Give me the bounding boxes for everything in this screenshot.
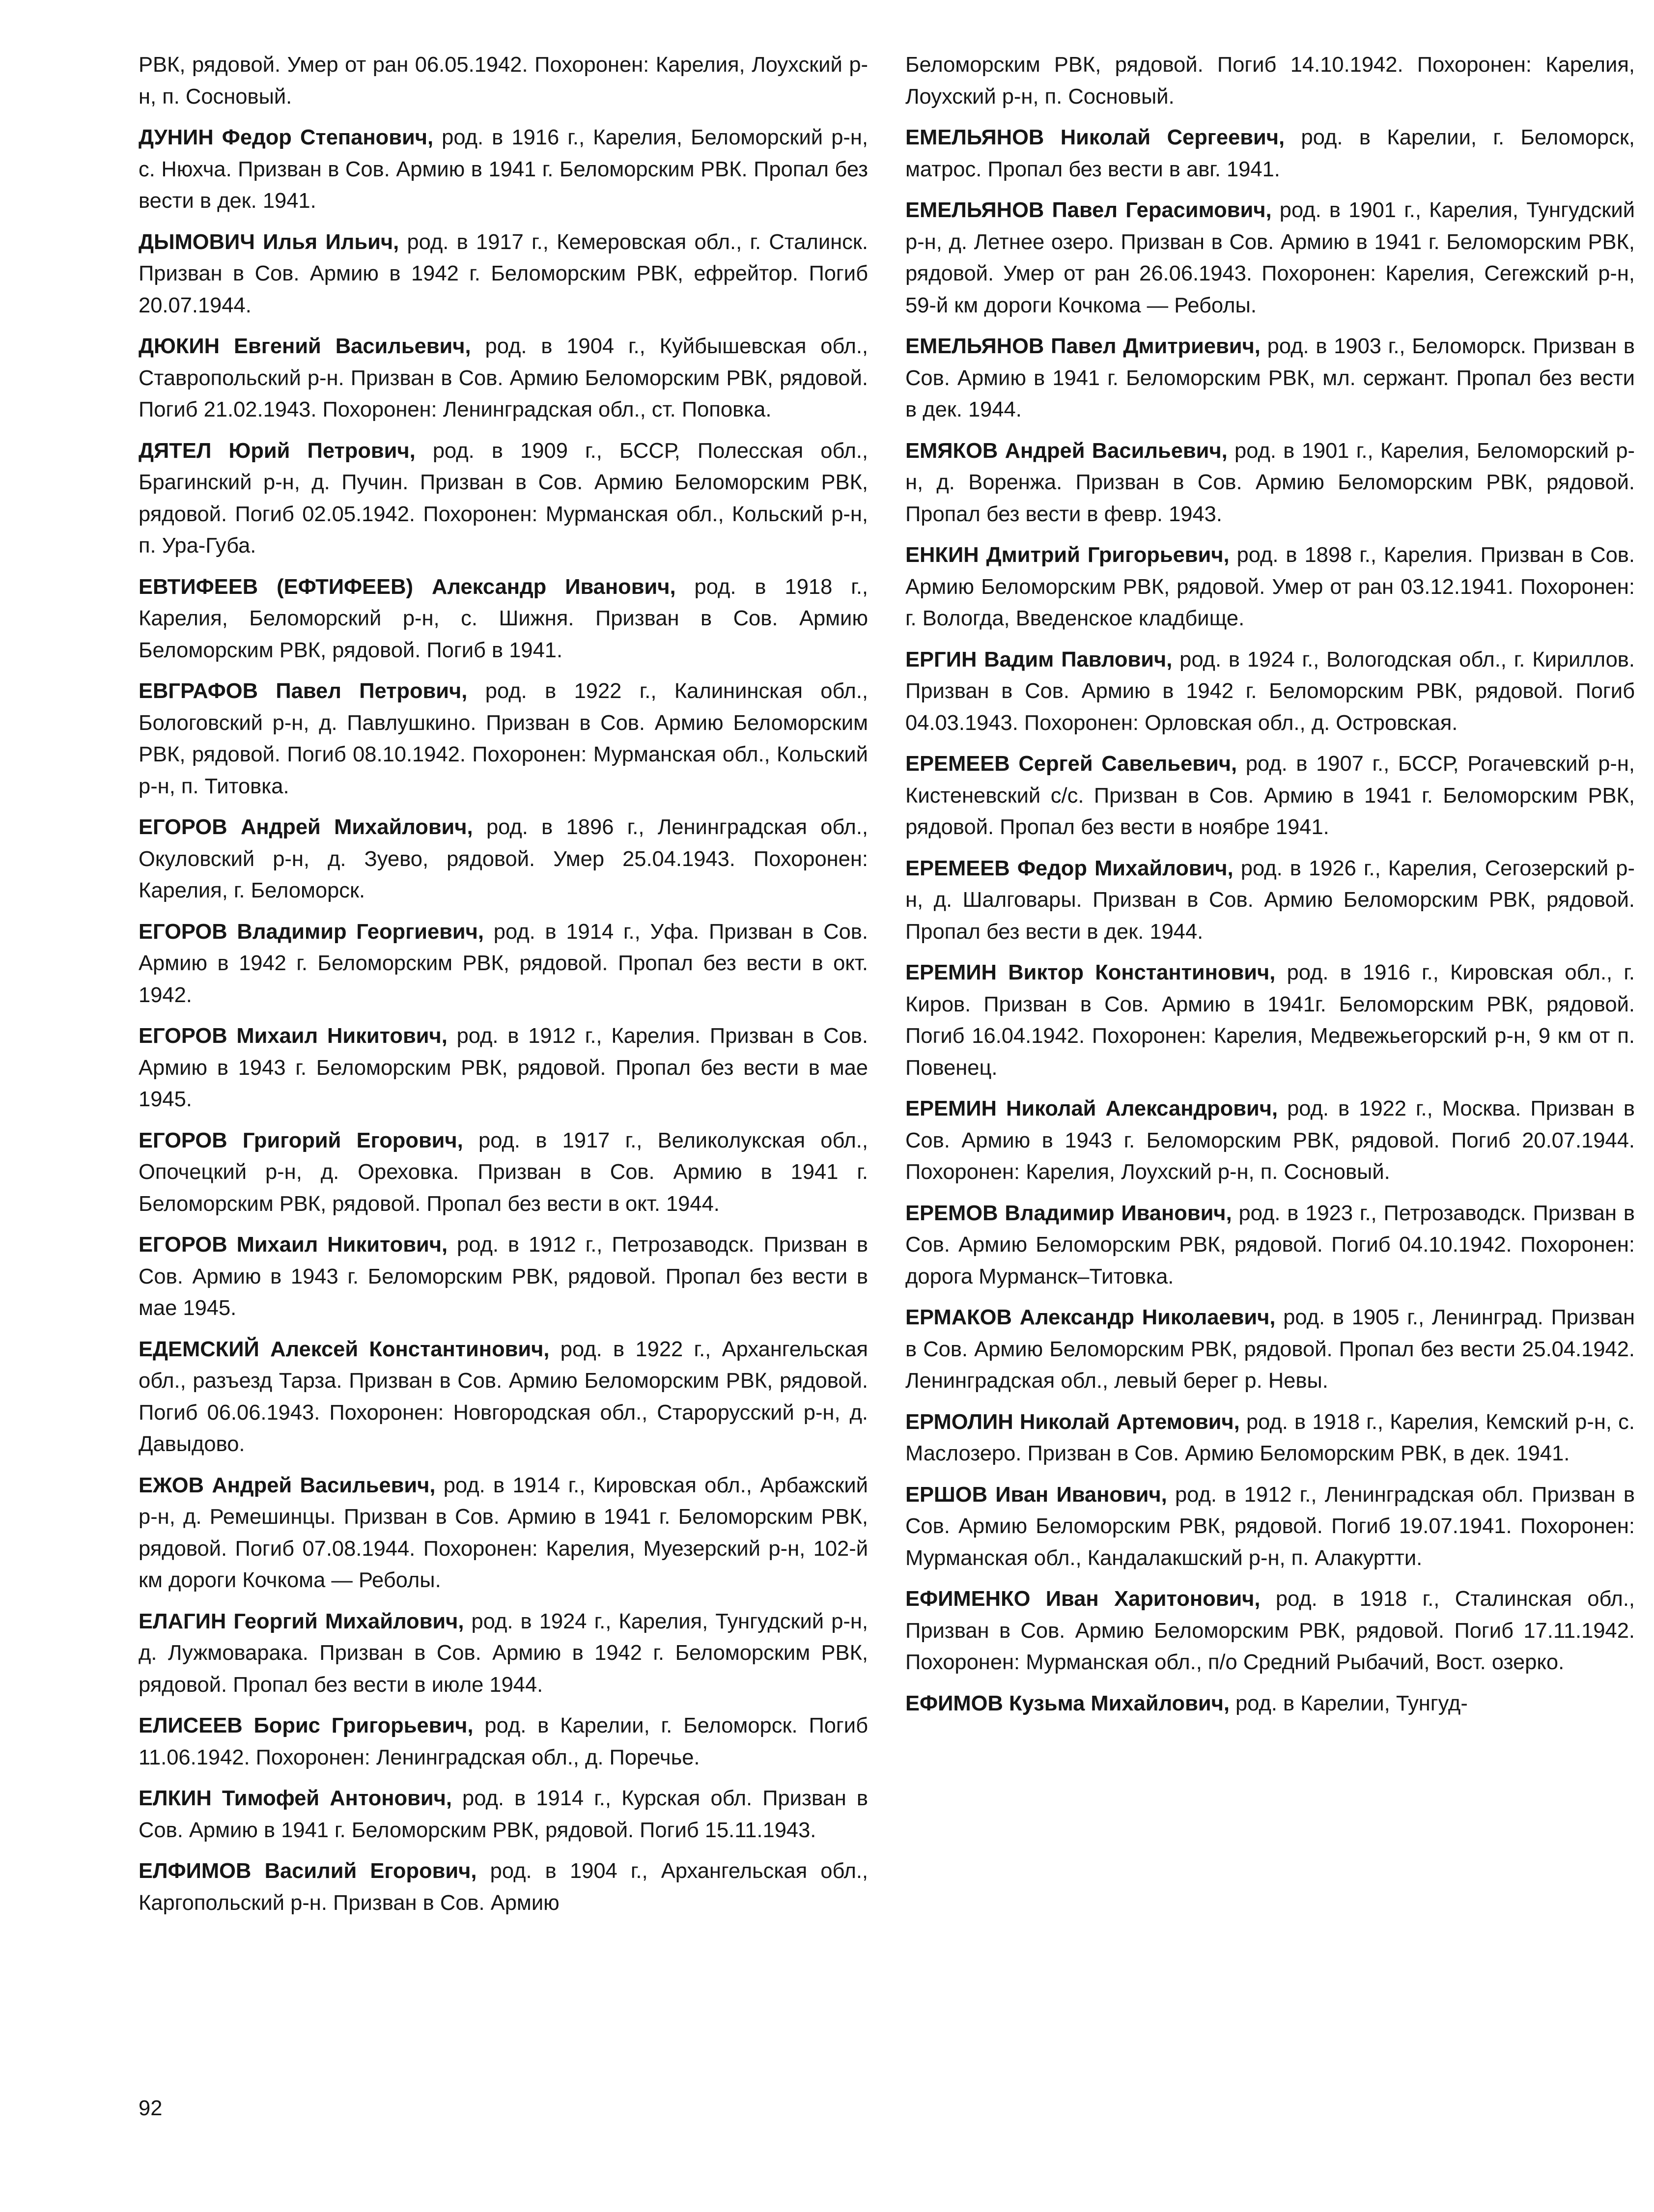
entry-text: род. в 1909 г., БССР, Полесская обл., Брагинский р-н, д. Пучин. Призван в Сов. Армию Беломорским РВК, рядовой. Погиб 02.05.1942. Похоронен: Мурманская обл., Кольский р-н, п. Ура-Губа. [139, 439, 868, 558]
entry [905, 435, 1635, 531]
entry [905, 1479, 1635, 1574]
entry [905, 1093, 1635, 1188]
entry [139, 1020, 868, 1116]
entry [139, 226, 868, 322]
entry-text: род. в 1914 г., Кировская обл., Арбажский р-н, д. Ремешинцы. Призван в Сов. Армию в 1941 г. Беломорским РВК, рядовой. Погиб 07.08.1944. Похоронен: Карелия, Муезерский р-н, 102-й км дороги Кочкома — Реболы. [139, 1473, 868, 1592]
entry-name: ДЫМОВИЧ Илья Ильич, [139, 230, 399, 254]
entry [139, 49, 868, 112]
entry-name: ЕГОРОВ Григорий Егорович, [139, 1128, 463, 1152]
entry-text: род. в 1912 г., Карелия. Призван в Сов. Армию в 1943 г. Беломорским РВК, рядовой. Пропал без вести в мае 1945. [139, 1024, 868, 1111]
entry-text: род. в 1905 г., Ленинград. Призван в Сов. Армию Беломорским РВК, рядовой. Пропал без вести 25.04.1942. Ленинградская обл., левый берег р. Невы. [905, 1306, 1635, 1393]
entry-text: род. в 1917 г., Кемеровская обл., г. Сталинск. Призван в Сов. Армию в 1942 г. Беломорским РВК, ефрейтор. Погиб 20.07.1944. [139, 230, 869, 317]
entry [139, 435, 868, 562]
entry-text: род. в 1918 г., Карелия, Кемский р-н, с. Маслозеро. Призван в Сов. Армию Беломорским РВК, в дек. 1941. [905, 1410, 1635, 1465]
entry-name: ЕРЕМЕЕВ Федор Михайлович, [905, 856, 1233, 880]
entry-name: ЕРШОВ Иван Иванович, [905, 1483, 1167, 1507]
entry-name: ЕРГИН Вадим Павлович, [905, 647, 1173, 672]
entry-name: ЕРМАКОВ Александр Николаевич, [905, 1306, 1276, 1329]
entry-name: ЕЛИСЕЕВ Борис Григорьевич, [139, 1714, 474, 1737]
entry-text: род. в 1922 г., Калининская обл., Бологовский р-н, д. Павлушкино. Призван в Сов. Армию Беломорским РВК, рядовой. Погиб 08.10.1942. Похоронен: Мурманская обл., Кольский р-н, п. Титовка. [139, 679, 868, 798]
entry [905, 644, 1635, 739]
entry-text: род. в 1917 г., Великолукская обл., Опочецкий р-н, д. Ореховка. Призван в Сов. Армию в 1941 г. Беломорским РВК, рядовой. Пропал без вести в окт. 1944. [139, 1128, 868, 1216]
entry [139, 812, 868, 907]
entry-name: ЕВТИФЕЕВ (ЕФТИФЕЕВ) Александр Иванович, [139, 575, 676, 599]
entry [139, 916, 868, 1011]
entry-name: ЕФИМОВ Кузьма Михайлович, [905, 1691, 1230, 1715]
entry [905, 957, 1635, 1084]
entry-text: род. в 1918 г., Сталинская обл., Призван в Сов. Армию Беломорским РВК, рядовой. Погиб 17.11.1942. Похоронен: Мурманская обл., п/о Средний Рыбачий, Вост. озерко. [905, 1587, 1635, 1674]
entry-text: род. в 1924 г., Карелия, Тунгудский р-н, д. Лужмоварака. Призван в Сов. Армию в 1942 г. Беломорским РВК, рядовой. Пропал без вести в июле 1944. [139, 1609, 868, 1697]
entry-name: ЕРЕМИН Николай Александрович, [905, 1097, 1278, 1120]
entry-name: ЕМЕЛЬЯНОВ Павел Дмитриевич, [905, 335, 1261, 358]
entry-name: ЕГОРОВ Михаил Никитович, [139, 1024, 448, 1048]
entry [905, 1406, 1635, 1470]
entry-text: род. в 1904 г., Куйбышевская обл., Ставропольский р-н. Призван в Сов. Армию Беломорским РВК, рядовой. Погиб 21.02.1943. Похоронен: Ленинградская обл., ст. Поповка. [139, 335, 868, 421]
entry [905, 195, 1635, 321]
entry [139, 331, 868, 426]
entry-name: ЕГОРОВ Михаил Никитович, [139, 1233, 448, 1257]
entry [905, 122, 1635, 185]
entry [905, 539, 1635, 635]
entry-text: род. в 1903 г., Беломорск. Призван в Сов. Армию в 1941 г. Беломорским РВК, мл. сержант. Пропал без вести в дек. 1944. [905, 335, 1635, 421]
entry-name: ДУНИН Федор Степанович, [139, 126, 434, 149]
entry-name: ЕЖОВ Андрей Васильевич, [139, 1473, 436, 1497]
entry [905, 748, 1635, 843]
entry-name: ЕЛАГИН Георгий Михайлович, [139, 1609, 464, 1633]
entry-name: ЕМЯКОВ Андрей Васильевич, [905, 439, 1228, 463]
entry-name: ЕРЕМОВ Владимир Иванович, [905, 1201, 1232, 1225]
entry [905, 1198, 1635, 1293]
entry-text: род. в Карелии, г. Беломорск. Погиб 11.06.1942. Похоронен: Ленинградская обл., д. Поречье. [139, 1714, 868, 1769]
entry-text: род. в 1912 г., Ленинградская обл. Призван в Сов. Армию Беломорским РВК, рядовой. Погиб 19.07.1941. Похоронен: Мурманская обл., Кандалакшский р-н, п. Алакуртти. [905, 1483, 1635, 1570]
entry [139, 571, 868, 667]
entry-text: род. в 1918 г., Карелия, Беломорский р-н, с. Шижня. Призван в Сов. Армию Беломорским РВК, рядовой. Погиб в 1941. [139, 575, 868, 662]
entry-name: ЕДЕМСКИЙ Алексей Константинович, [139, 1337, 550, 1361]
entry [139, 1125, 868, 1220]
right-column [905, 49, 1635, 1729]
entry-name: ЕРЕМИН Виктор Константинович, [905, 961, 1276, 984]
entry-text: РВК, рядовой. Умер от ран 06.05.1942. Похоронен: Карелия, Лоухский р-н, п. Сосновый. [139, 53, 868, 109]
entry-text: род. в 1898 г., Карелия. Призван в Сов. Армию Беломорским РВК, рядовой. Умер от ран 03.12.1941. Похоронен: г. Вологда, Введенское кладбище. [905, 543, 1635, 630]
entry [905, 331, 1635, 426]
entry-name: ЕВГРАФОВ Павел Петрович, [139, 679, 468, 703]
entry-name: ЕМЕЛЬЯНОВ Павел Герасимович, [905, 198, 1272, 222]
entry [139, 1334, 868, 1460]
entry-name: ЕРМОЛИН Николай Артемович, [905, 1410, 1240, 1434]
entry [139, 122, 868, 217]
entry-name: ЕГОРОВ Андрей Михайлович, [139, 815, 473, 839]
entry [139, 675, 868, 802]
entry-name: ЕФИМЕНКО Иван Харитонович, [905, 1587, 1261, 1611]
left-column [139, 49, 868, 1928]
entry-text: род. в 1901 г., Карелия, Беломорский р-н, д. Воренжа. Призван в Сов. Армию Беломорским РВК, рядовой. Пропал без вести в февр. 1943. [905, 439, 1635, 526]
entry-name: ЕЛКИН Тимофей Антонович, [139, 1787, 452, 1810]
entry-text: род. в Карелии, г. Беломорск, матрос. Пропал без вести в авг. 1941. [905, 126, 1635, 181]
page-number: 92 [139, 2097, 163, 2120]
entry [905, 1302, 1635, 1397]
entry-text: род. в 1923 г., Петрозаводск. Призван в Сов. Армию Беломорским РВК, рядовой. Погиб 04.10.1942. Похоронен: дорога Мурманск–Титовка. [905, 1201, 1635, 1288]
entry-text: род. в 1901 г., Карелия, Тунгудский р-н, д. Летнее озеро. Призван в Сов. Армию в 1941 г. Беломорским РВК, рядовой. Умер от ран 26.06.1943. Похоронен: Карелия, Сегежский р-н, 59-й км дороги Кочкома — Реболы. [905, 198, 1635, 317]
entry-text: род. в 1916 г., Карелия, Беломорский р-н, с. Нюхча. Призван в Сов. Армию в 1941 г. Беломорским РВК. Пропал без вести в дек. 1941. [139, 126, 869, 213]
entry [905, 853, 1635, 948]
entry [139, 1470, 868, 1596]
entry-text: род. в 1926 г., Карелия, Сегозерский р-н, д. Шалговары. Призван в Сов. Армию Беломорским РВК, рядовой. Пропал без вести в дек. 1944. [905, 856, 1635, 944]
entry-text: род. в 1914 г., Уфа. Призван в Сов. Армию в 1942 г. Беломорским РВК, рядовой. Пропал без вести в окт. 1942. [139, 920, 868, 1007]
entry-text: род. в Карелии, Тунгуд- [1229, 1691, 1468, 1715]
entry [139, 1229, 868, 1324]
entry-text: род. в 1922 г., Архангельская обл., разъезд Тарза. Призван в Сов. Армию Беломорским РВК, рядовой. Погиб 06.06.1943. Похоронен: Новгородская обл., Старорусский р-н, д. Давыдово. [139, 1337, 868, 1456]
entry-name: ЕРЕМЕЕВ Сергей Савельевич, [905, 752, 1237, 776]
entry [139, 1606, 868, 1701]
entry-text: род. в 1924 г., Вологодская обл., г. Кириллов. Призван в Сов. Армию в 1942 г. Беломорским РВК, рядовой. Погиб 04.03.1943. Похоронен: Орловская обл., д. Островская. [905, 647, 1635, 735]
entry-name: ЕНКИН Дмитрий Григорьевич, [905, 543, 1230, 567]
entry-text: род. в 1922 г., Москва. Призван в Сов. Армию в 1943 г. Беломорским РВК, рядовой. Погиб 20.07.1944. Похоронен: Карелия, Лоухский р-н, п. Сосновый. [905, 1097, 1635, 1184]
entry-text: род. в 1904 г., Архангельская обл., Каргопольский р-н. Призван в Сов. Армию [139, 1859, 868, 1915]
entry [139, 1710, 868, 1773]
entry-name: ДЮКИН Евгений Васильевич, [139, 335, 471, 358]
entry-text: род. в 1914 г., Курская обл. Призван в Сов. Армию в 1941 г. Беломорским РВК, рядовой. Погиб 15.11.1943. [139, 1787, 868, 1842]
entry-name: ЕГОРОВ Владимир Георгиевич, [139, 920, 484, 944]
entry-name: ЕМЕЛЬЯНОВ Николай Сергеевич, [905, 126, 1285, 149]
entry-text: Беломорским РВК, рядовой. Погиб 14.10.1942. Похоронен: Карелия, Лоухский р-н, п. Сосновый. [905, 53, 1635, 109]
entry-text: род. в 1912 г., Петрозаводск. Призван в Сов. Армию в 1943 г. Беломорским РВК, рядовой. Пропал без вести в мае 1945. [139, 1233, 868, 1320]
entry-name: ЕЛФИМОВ Василий Егорович, [139, 1859, 477, 1883]
entry [139, 1783, 868, 1846]
entry-text: род. в 1916 г., Кировская обл., г. Киров. Призван в Сов. Армию в 1941г. Беломорским РВК, рядовой. Погиб 16.04.1942. Похоронен: Карелия, Медвежьегорский р-н, 9 км от п. Повенец. [905, 961, 1635, 1080]
entry [139, 1855, 868, 1919]
entry-text: род. в 1907 г., БССР, Рогачевский р-н, Кистеневский с/с. Призван в Сов. Армию в 1941 г. Беломорским РВК, рядовой. Пропал без вести в ноябре 1941. [905, 752, 1635, 839]
entry [905, 1688, 1635, 1720]
entry-text: род. в 1896 г., Ленинградская обл., Окуловский р-н, д. Зуево, рядовой. Умер 25.04.1943. Похоронен: Карелия, г. Беломорск. [139, 815, 868, 902]
entry [905, 49, 1635, 112]
entry [905, 1583, 1635, 1679]
entry-name: ДЯТЕЛ Юрий Петрович, [139, 439, 416, 463]
